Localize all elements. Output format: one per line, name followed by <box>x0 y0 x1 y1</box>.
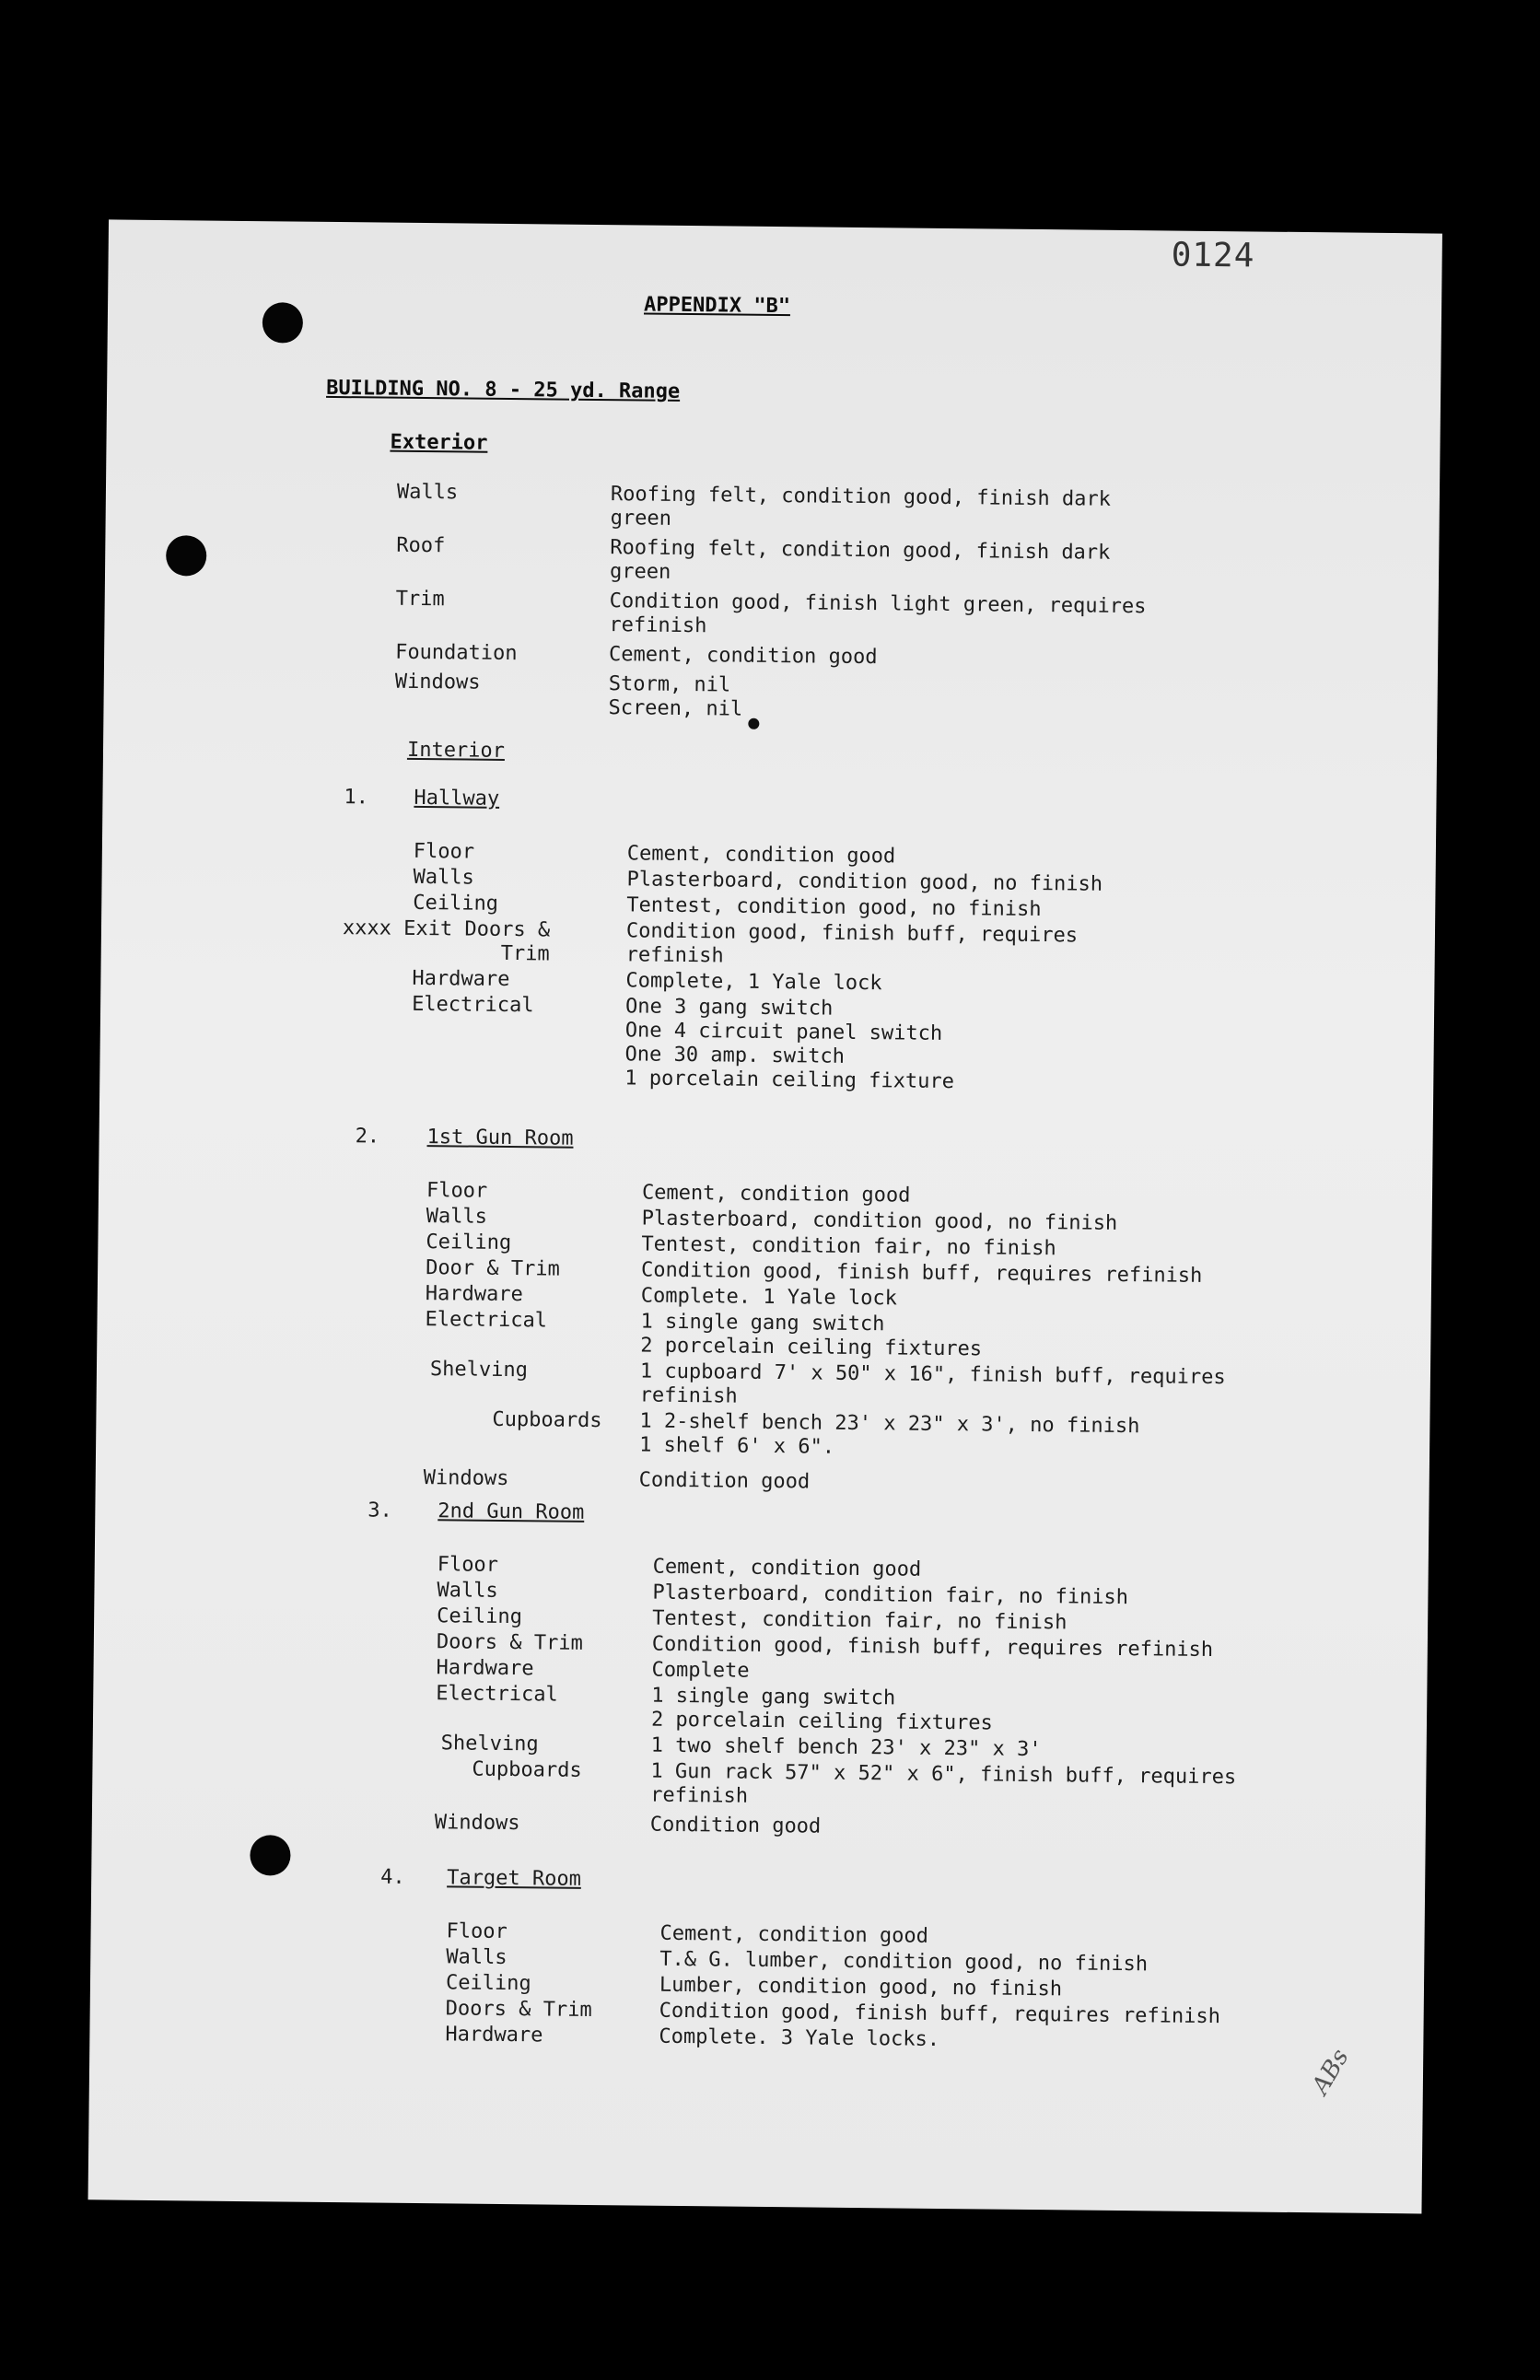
row-value: Tentest, condition fair, no finish <box>652 1606 1068 1635</box>
row-label: Electrical <box>412 992 534 1018</box>
row-label: Shelving <box>440 1732 539 1756</box>
row-value: Complete <box>651 1658 750 1683</box>
row-label: Cupboards <box>472 1757 582 1782</box>
row-label: xxxx Exit Doors & <box>342 916 551 942</box>
row-label: Windows <box>434 1811 520 1836</box>
row-label: Walls <box>446 1945 508 1970</box>
row-label: Hardware <box>445 2023 543 2048</box>
row-value: Roofing felt, condition good, finish dark <box>610 483 1112 511</box>
row-value: Lumber, condition good, no finish <box>659 1973 1063 2001</box>
row-label: Floor <box>437 1553 499 1577</box>
row-value: 1 cupboard 7' x 50" x 16", finish buff, requires <box>639 1359 1226 1390</box>
section-heading: Target Room <box>447 1866 582 1891</box>
row-label: Hardware <box>425 1282 523 1307</box>
row-value: 1 two shelf bench 23' x 23" x 3' <box>650 1733 1042 1762</box>
row-value: T.& G. lumber, condition good, no finish <box>659 1947 1149 1977</box>
row-label: Cupboards <box>492 1407 602 1433</box>
row-label: Floor <box>426 1179 488 1203</box>
ink-dot <box>748 718 759 729</box>
punch-hole <box>250 1835 290 1875</box>
section-heading: 1st Gun Room <box>426 1126 574 1150</box>
row-value: green <box>610 507 672 531</box>
row-value: Complete. 1 Yale lock <box>640 1284 898 1311</box>
exterior-heading: Exterior <box>390 430 488 455</box>
row-value: 2 porcelain ceiling fixtures <box>640 1334 983 1361</box>
row-label: Walls <box>413 865 474 890</box>
row-label: Hardware <box>436 1656 534 1681</box>
punch-hole <box>166 535 206 576</box>
row-label: Doors & Trim <box>436 1630 583 1655</box>
row-label: Ceiling <box>445 1971 531 1996</box>
row-value: green <box>609 560 671 584</box>
row-value: Cement, condition good <box>608 643 878 670</box>
section-heading: Hallway <box>414 786 500 811</box>
row-label: Electrical <box>436 1682 558 1707</box>
row-value: Condition good <box>638 1468 811 1494</box>
row-value: 1 shelf 6' x 6". <box>639 1433 835 1459</box>
row-value: Condition good, finish buff, requires refinish <box>659 1999 1221 2029</box>
row-label: Windows <box>423 1466 509 1491</box>
handwritten-initials: ABs <box>1306 2044 1355 2100</box>
row-value: Tentest, condition fair, no finish <box>641 1232 1056 1261</box>
row-value: refinish <box>625 943 724 968</box>
page-number: 0124 <box>1171 236 1255 275</box>
row-value: Storm, nil <box>608 672 731 697</box>
row-value: 1 porcelain ceiling fixture <box>624 1067 955 1094</box>
row-value: Plasterboard, condition good, no finish <box>626 868 1103 896</box>
row-label: Roof <box>396 533 446 558</box>
row-label: Floor <box>413 839 475 864</box>
row-value: refinish <box>609 613 707 638</box>
row-value: Plasterboard, condition good, no finish <box>641 1207 1118 1235</box>
row-label: Walls <box>437 1579 498 1603</box>
row-label: Walls <box>396 480 459 505</box>
appendix-title: APPENDIX "B" <box>643 293 791 319</box>
row-label: Hardware <box>412 966 510 992</box>
row-value: Complete. 3 Yale locks. <box>659 2024 940 2051</box>
row-label: Ceiling <box>437 1604 523 1629</box>
row-value: refinish <box>639 1383 738 1408</box>
row-label: Door & Trim <box>426 1256 560 1281</box>
row-label: Foundation <box>395 640 518 666</box>
row-value: Condition good <box>649 1813 822 1838</box>
section-number: 2. <box>355 1125 380 1149</box>
row-label: Trim <box>395 587 445 612</box>
row-value: Cement, condition good <box>659 1921 929 1948</box>
row-value: 1 2-shelf bench 23' x 23" x 3', no finish <box>639 1409 1140 1439</box>
row-value: Tentest, condition good, no finish <box>626 893 1042 922</box>
punch-hole <box>262 302 303 343</box>
row-label: Walls <box>426 1205 488 1229</box>
row-label: Shelving <box>429 1358 529 1382</box>
row-value: Cement, condition good <box>626 842 896 869</box>
section-number: 1. <box>344 786 369 810</box>
row-value: Roofing felt, condition good, finish dark <box>610 536 1111 565</box>
row-value: Plasterboard, condition fair, no finish <box>652 1581 1129 1610</box>
row-value: Condition good, finish buff, requires refinish <box>651 1632 1214 1662</box>
interior-heading: Interior <box>406 738 506 763</box>
row-label: Ceiling <box>426 1231 512 1255</box>
row-value: One 4 circuit panel switch <box>624 1019 943 1045</box>
row-label: Windows <box>394 670 481 694</box>
building-heading: BUILDING NO. 8 - 25 yd. Range <box>326 376 681 403</box>
row-value: Screen, nil <box>608 696 743 721</box>
row-value: refinish <box>650 1783 749 1808</box>
row-label: Floor <box>446 1919 508 1944</box>
row-value: 1 single gang switch <box>651 1684 896 1710</box>
section-number: 3. <box>368 1499 393 1522</box>
section-heading: 2nd Gun Room <box>438 1499 585 1524</box>
section-number: 4. <box>380 1865 405 1889</box>
row-value: One 30 amp. switch <box>624 1043 846 1068</box>
row-value: 2 porcelain ceiling fixtures <box>650 1708 994 1735</box>
row-value: Cement, condition good <box>641 1181 911 1208</box>
row-value: One 3 gang switch <box>624 995 834 1021</box>
row-label: Ceiling <box>413 891 499 916</box>
row-value: Complete, 1 Yale lock <box>625 969 882 996</box>
row-value: Condition good, finish light green, requires <box>609 589 1147 619</box>
row-label: Trim <box>500 941 550 966</box>
row-value: Condition good, finish buff, requires refinish <box>640 1258 1203 1288</box>
row-value: 1 Gun rack 57" x 52" x 6", finish buff, requires <box>650 1759 1237 1790</box>
row-label: Doors & Trim <box>445 1997 592 2023</box>
row-value: Condition good, finish buff, requires <box>625 919 1079 948</box>
row-value: 1 single gang switch <box>640 1310 885 1336</box>
row-value: Cement, condition good <box>652 1555 922 1581</box>
row-label: Electrical <box>425 1308 548 1333</box>
document-page <box>88 219 1442 2213</box>
